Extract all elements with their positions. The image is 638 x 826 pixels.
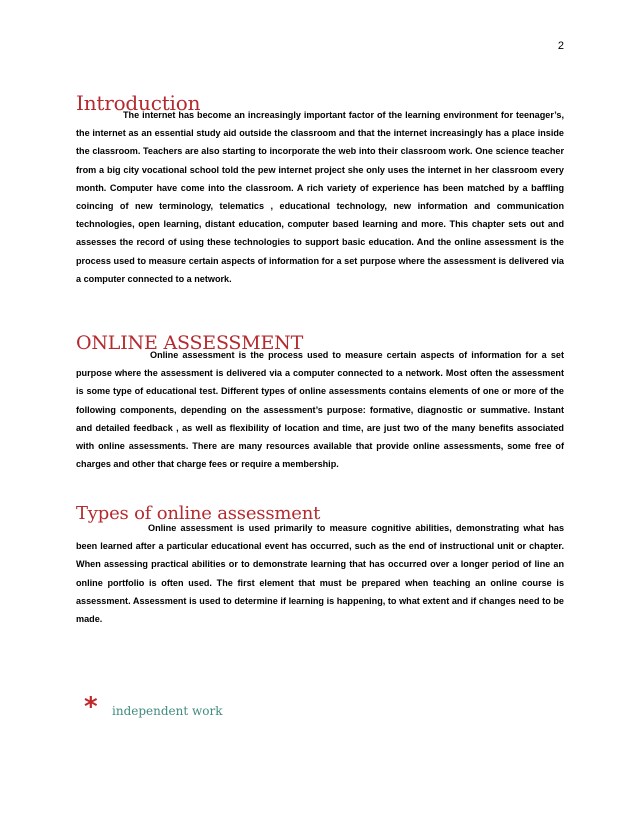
introduction-heading: Introduction [76,91,201,116]
bullet-text: independent work [112,704,223,718]
online-assessment-heading: ONLINE ASSESSMENT [76,331,304,354]
types-paragraph: Online assessment is used primarily to measure cognitive abilities, demonstrating what has been learned after a particular educational event has occurred, such as the end of instructional unit or chapter. When assessing practical abilities or to demonstrate learning that has occurred over a longer period of line an online portfolio is often used. The first element that must be prepared when teaching an online course is assessment. Assessment is used to determine if learning is happening, to what extent and if changes need to be made. [76,523,564,625]
types-heading: Types of online assessment [76,502,321,524]
introduction-paragraph: The internet has become an increasingly important factor of the learning environment for teenager’s, the internet as an essential study aid outside the classroom and that the internet increasingly has a place inside the classroom. Teachers are also starting to incorporate the web into their classroom work. One science teacher from a big city vocational school told the pew internet project she only uses the internet in her classroom every month. Computer have come into the classroom. A rich variety of experience has been matched by a baffling coincing of new terminology, telematics , educational technology, new information and communication technologies, open learning, distant education, computer based learning and more. This chapter sets out and assesses the record of using these technologies to support basic education. And the online assessment is the process used to measure certain aspects of information for a set purpose where the assessment is delivered via a computer connected to a network. [76,110,564,284]
bullet-item [84,694,223,720]
page-number: 2 [557,40,564,52]
asterisk-bullet-icon: * [84,692,98,722]
online-assessment-paragraph: Online assessment is the process used to measure certain aspects of information for a set purpose where the assessment is delivered via a computer connected to a network. Most often the assessment is some type of educational test. Different types of online assessments contains elements of one or more of the following components, depending on the assessment’s purpose: formative, diagnostic or summative. Instant and detailed feedback , as well as flexibility of location and time, are just two of the many benefits associated with online assessments. There are many resources available that provide online assessments, some free of charges and other that charge fees or require a membership. [76,350,564,470]
